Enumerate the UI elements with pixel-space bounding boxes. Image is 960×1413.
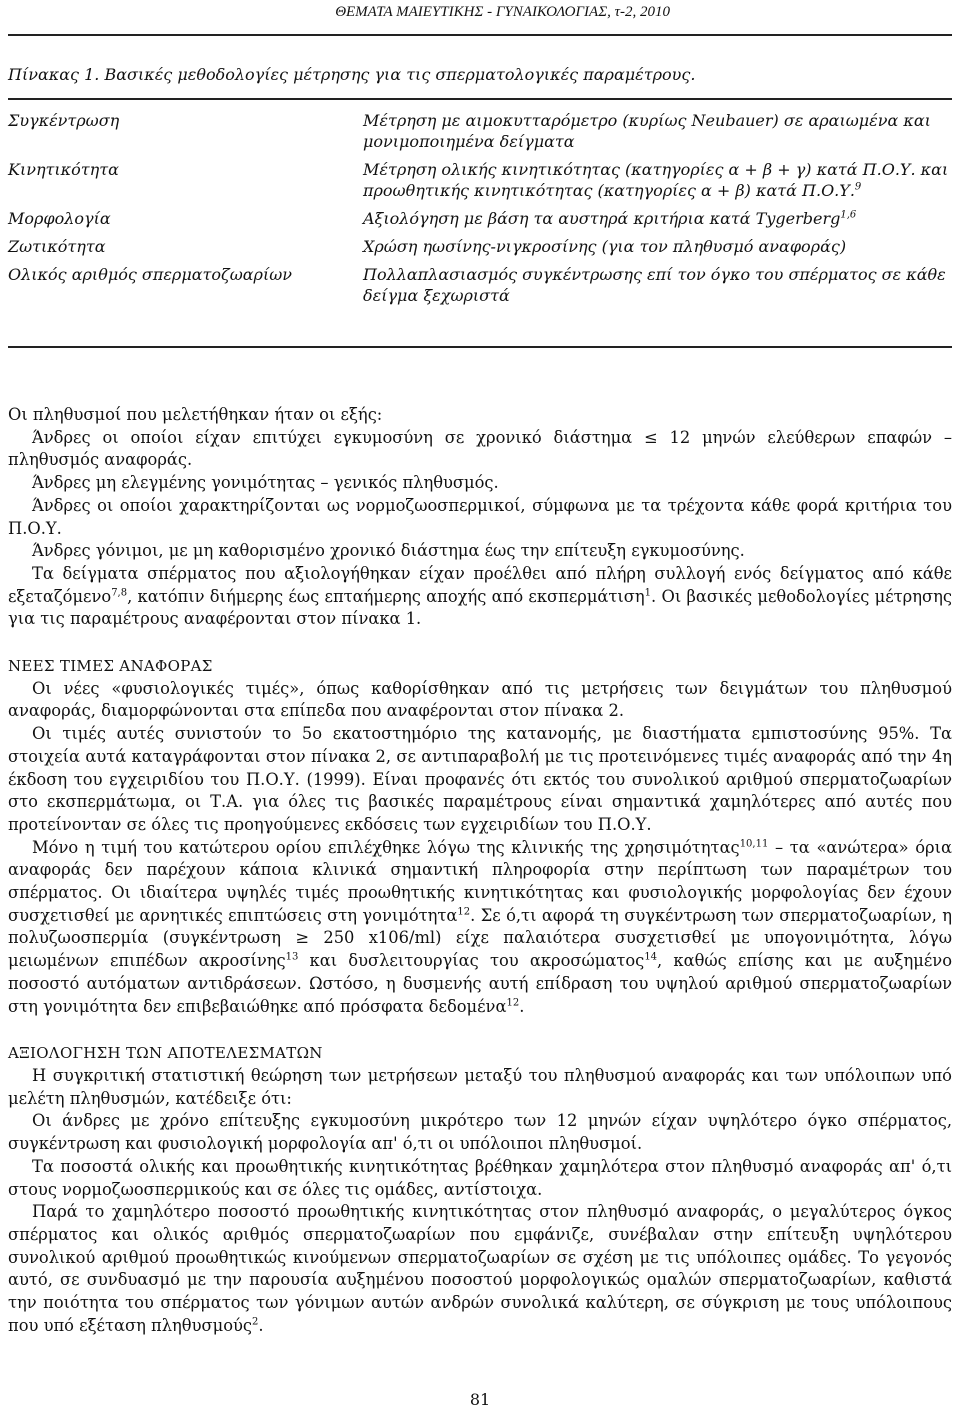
table-row [8, 236, 952, 264]
header-rule [8, 34, 952, 36]
samples-paragraph: Τα δείγματα σπέρματος που αξιολογήθηκαν είχαν προέλθει από πλήρη συλλογή ενός δείγματος από κάθε εξεταζόμενο$^{7,8}$, κατόπιν διήμερης έως επταήμερης αποχής από εκσπερμάτιση$^1$. Οι βασικές μεθοδολογίες μέτρησης για τις παραμέτρους αναφέρονται στον πίνακα 1. [8, 563, 952, 629]
running-header: ΘΕΜΑΤΑ ΜΑΙΕΥΤΙΚΗΣ - ΓΥΝΑΙΚΟΛΟΓΙΑΣ, τ-2, 2010 [335, 4, 670, 20]
table-cell-param: Συγκέντρωση [8, 111, 120, 130]
methods-table [8, 110, 952, 313]
table-cell-param: Κινητικότητα [8, 160, 119, 179]
citation-sup: 9 [854, 181, 862, 193]
paragraph: Οι τιμές αυτές συνιστούν το 5ο εκατοστημόριο της κατανομής, με διαστήματα εμπιστοσύνης 95%. Τα στοιχεία αυτά καταγράφονται στον πίνακα 2, σε αντιπαραβολή με τις προτεινόμενες τιμές αναφοράς από την 4η έκδοση του εγχειριδίου του Π.Ο.Υ. (1999). Είναι προφανές ότι εκτός του συνολικού αριθμού σπερματοζωαρίων στο εκσπερμάτωμα, οι Τ.Α. για όλες τις βασικές παραμέτρους είναι σημαντικά χαμηλότερες από αυτές που προτείνονταν σε όλες τις προηγούμενες εκδόσεις των εγχειριδίων του Π.Ο.Υ. [8, 724, 952, 834]
table-cell-method: Χρώση ηωσίνης-νιγκροσίνης (για τον πληθυσμό αναφοράς) [363, 237, 847, 256]
table-cell-method: Αξιολόγηση με βάση τα αυστηρά κριτήρια κατά Tygerberg$^{1,6}$ [363, 209, 857, 228]
paragraph: Μόνο η τιμή του κατώτερου ορίου επιλέχθηκε λόγω της κλινικής της χρησιμότητας$^{10,11}$ – τα «ανώτερα» όρια αναφοράς δεν παρέχουν κάποια κλινικά σημαντική πληροφορία στην περίπτωση των παραμέτρων του σπέρματος. Οι ιδιαίτερα υψηλές τιμές προωθητικής κινητικότητας και φυσιολογικής μορφολογίας δεν έχουν συσχετισθεί με αρνητικές επιπτώσεις στη γονιμότητα$^{12}$. Σε ό,τι αφορά τη συγκέντρωση των σπερματοζωαρίων, η πολυζωοσπερμία (συγκέντρωση ≥ 250 x106/ml) είχε παλαιότερα συσχετισθεί με υπογονιμότητα, λόγω μειωμένων επιπέδων ακροσίνης$^{13}$ και δυσλειτουργίας του ακροσώματος$^{14}$, καθώς επίσης και με αυξημένο ποσοστό αυτόματων αντιδράσεων. Ωστόσο, η δυσμενής αυτή επίδραση του υψηλού αριθμού σπερματοζωαρίων στη γονιμότητα δεν επιβεβαιώθηκε από πρόσφατα δεδομένα$^{12}$. [8, 837, 952, 1016]
population-item: Άνδρες γόνιμοι, με μη καθορισμένο χρονικό διάστημα έως την επίτευξη εγκυμοσύνης. [32, 541, 745, 561]
table-cell-param: Ολικός αριθμός σπερματοζωαρίων [8, 265, 292, 284]
section-heading: ΑΞΙΟΛΟΓΗΣΗ ΤΩΝ ΑΠΟΤΕΛΕΣΜΑΤΩΝ [8, 1044, 323, 1063]
citation-sup: 2 [252, 1316, 259, 1328]
population-item: Άνδρες μη ελεγμένης γονιμότητας – γενικός πληθυσμός. [32, 473, 499, 493]
table-cell-method: Μέτρηση με αιμοκυτταρόμετρο (κυρίως Neubauer) σε αραιωμένα και μονιμοποιημένα δείγματα [363, 111, 931, 151]
table-bottom-rule [8, 346, 952, 348]
population-item: Άνδρες οι οποίοι είχαν επιτύχει εγκυμοσύνη σε χρονικό διάστημα ≤ 12 μηνών ελεύθερων επαφών – πληθυσμός αναφοράς. [8, 427, 952, 470]
table-cell-param: Μορφολογία [8, 209, 111, 228]
table-row [8, 264, 952, 313]
table-cell-method: Μέτρηση ολικής κινητικότητας (κατηγορίες α + β + γ) κατά Π.Ο.Υ. και προωθητικής κινητικότητας (κατηγορίες α + β) κατά Π.Ο.Υ.$^9$ [363, 160, 949, 200]
table-row [8, 110, 952, 159]
citation-sup: 7,8 [111, 587, 128, 599]
citation-sup: 1,6 [840, 209, 857, 221]
citation-sup: 12 [506, 997, 520, 1009]
table-caption: Πίνακας 1. Βασικές μεθοδολογίες μέτρησης για τις σπερματολογικές παραμέτρους. [8, 65, 696, 84]
paragraph: Οι νέες «φυσιολογικές τιμές», όπως καθορίσθηκαν από τις μετρήσεις των δειγμάτων του πληθυσμού αναφοράς, διαμορφώνονται στα επίπεδα που αναφέρονται στον πίνακα 2. [8, 678, 952, 721]
citation-sup: 14 [644, 951, 658, 963]
citation-sup: 13 [285, 951, 299, 963]
paragraph: Παρά το χαμηλότερο ποσοστό προωθητικής κινητικότητας στον πληθυσμό αναφοράς, ο μεγαλύτερος όγκος σπέρματος και ολικός αριθμός σπερματοζωαρίων που εμφάνιζε, συνέβαλαν στην επίτευξη υψηλότερου συνολικού αριθμού προωθητικώς κινούμενων σπερματοζωαρίων σε σχέση με τις υπόλοιπες ομάδες. Το γεγονός αυτό, σε συνδυασμό με την παρουσία αυξημένου ποσοστού μορφολογικώς ομαλών σπερματοζωαρίων, καθιστά την ποιότητα του σπέρματος των γόνιμων αυτών ανδρών συνολικά καλύτερη, σε σύγκριση με τους υπόλοιπους που υπό εξέταση πληθυσμούς$^2$. [8, 1202, 952, 1335]
citation-sup: 10,11 [739, 838, 769, 850]
populations-intro: Οι πληθυσμοί που μελετήθηκαν ήταν οι εξής: [8, 405, 383, 424]
article-body [8, 404, 952, 1337]
section-heading: ΝΕΕΣ ΤΙΜΕΣ ΑΝΑΦΟΡΑΣ [8, 657, 213, 676]
paragraph: Τα ποσοστά ολικής και προωθητικής κινητικότητας βρέθηκαν χαμηλότερα στον πληθυσμό αναφοράς απ' ό,τι στους νορμοζωοσπερμικούς και σε όλες τις ομάδες, αντίστοιχα. [8, 1156, 952, 1199]
citation-sup: 1 [644, 587, 652, 599]
table-cell-method: Πολλαπλασιασμός συγκέντρωσης επί τον όγκο του σπέρματος σε κάθε δείγμα ξεχωριστά [363, 265, 946, 305]
table-top-rule [8, 98, 952, 100]
table-row [8, 208, 952, 236]
paragraph: Οι άνδρες με χρόνο επίτευξης εγκυμοσύνη μικρότερο των 12 μηνών είχαν υψηλότερο όγκο σπέρματος, συγκέντρωση και φυσιολογική μορφολογία απ' ό,τι οι υπόλοιποι πληθυσμοί. [8, 1111, 952, 1154]
table-row [8, 159, 952, 208]
citation-sup: 12 [457, 906, 471, 918]
population-item: Άνδρες οι οποίοι χαρακτηρίζονται ως νορμοζωοσπερμικοί, σύμφωνα με τα τρέχοντα κάθε φορά κριτήρια του Π.Ο.Υ. [8, 495, 952, 538]
paragraph: Η συγκριτική στατιστική θεώρηση των μετρήσεων μεταξύ του πληθυσμού αναφοράς και των υπόλοιπων υπό μελέτη πληθυσμών, κατέδειξε ότι: [8, 1065, 952, 1108]
page-number: 81 [469, 1390, 491, 1409]
table-cell-param: Ζωτικότητα [8, 237, 106, 256]
